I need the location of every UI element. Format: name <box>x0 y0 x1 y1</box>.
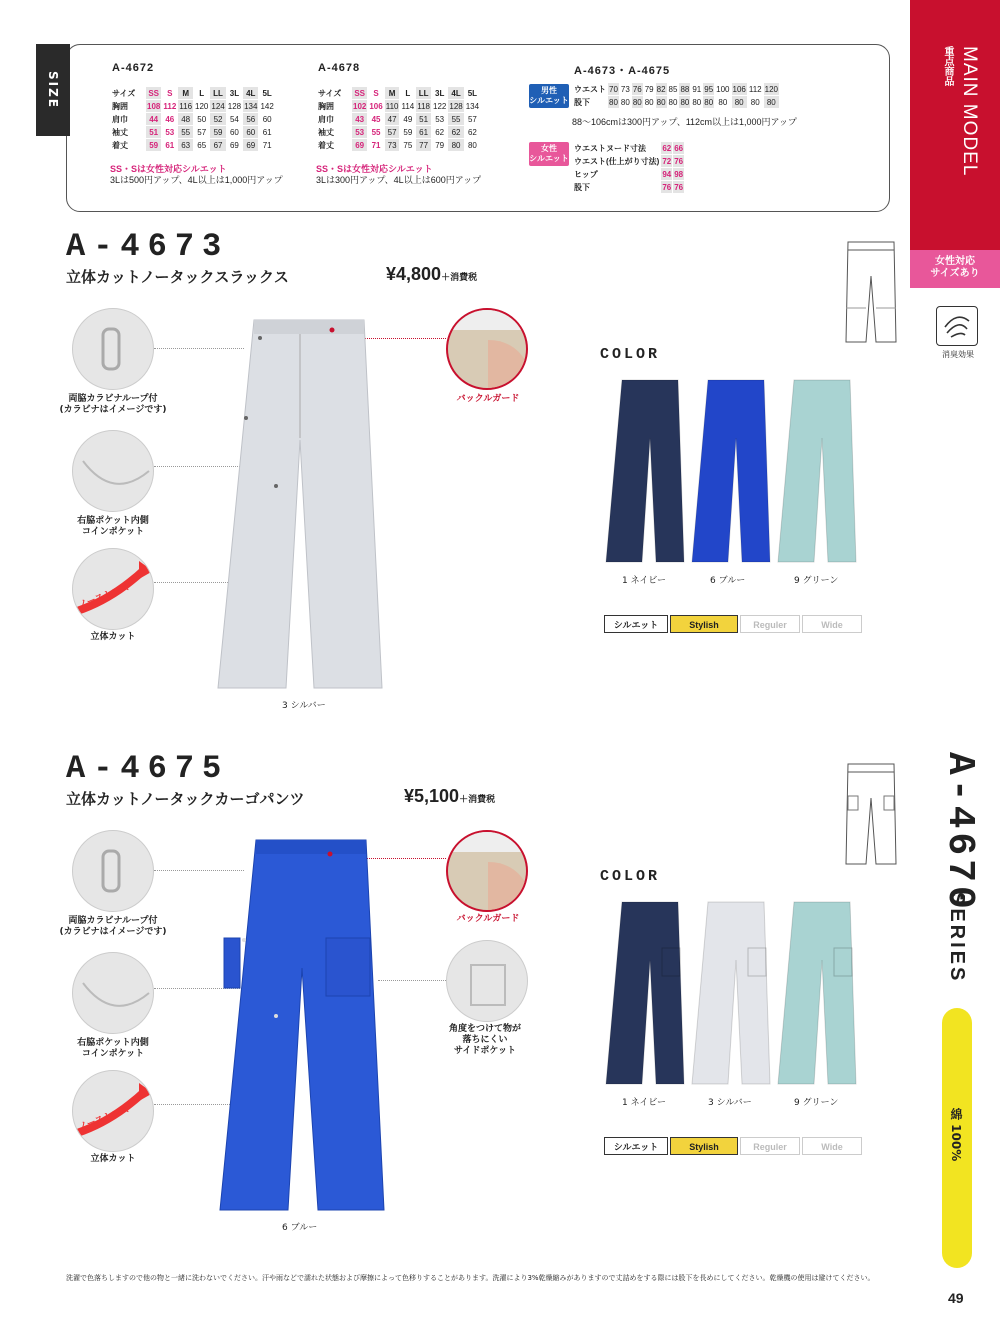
table-cell: 53 <box>352 126 367 138</box>
table-cell: 76 <box>632 84 642 94</box>
table-title-a4673-a4675: A-4673・A-4675 <box>574 65 671 77</box>
table-cell: 80 <box>632 97 642 107</box>
row-header: ヒップ <box>574 169 598 179</box>
color-swatch-pants <box>606 902 684 1084</box>
size-note-a4678: SS・Sは女性対応シルエット 3Lは300円アップ、4L以上は600円アップ <box>316 164 482 185</box>
color-name: 9 グリーン <box>794 576 839 586</box>
row-header: 胸囲 <box>112 101 128 111</box>
color-heading: COLOR <box>600 868 661 885</box>
detail-photo-side-pocket <box>446 940 528 1022</box>
color-swatch-pants <box>778 380 856 562</box>
table-cell: 80 <box>656 97 666 107</box>
feature-label-buckle-guard: バックルガード <box>456 914 520 924</box>
series-title: A-4670 SERIES <box>938 752 981 984</box>
feature-label: 両脇カラビナループ付 (カラビナはイメージです) <box>59 394 167 415</box>
table-cell: 110 <box>385 101 399 111</box>
color-heading: COLOR <box>600 346 661 363</box>
table-cell: 95 <box>704 84 714 94</box>
main-product-photo <box>218 838 388 1220</box>
row-header: 胸囲 <box>318 101 334 111</box>
silhouette-label: シルエット <box>604 1137 668 1155</box>
feature-label-buckle-guard: バックルガード <box>456 394 520 404</box>
table-cell: 54 <box>229 114 239 124</box>
table-cell: 79 <box>435 140 445 150</box>
table-cell: 80 <box>692 97 702 107</box>
table-cell: 112 <box>163 101 177 111</box>
row-header: ウエストヌード寸法 <box>574 143 646 153</box>
table-cell: 80 <box>732 96 747 108</box>
table-cell: 82 <box>656 84 666 94</box>
table-cell: 106 <box>369 101 383 111</box>
table-cell: 80 <box>644 97 654 107</box>
table-cell: 70 <box>609 84 618 94</box>
row-header: サイズ <box>318 88 342 98</box>
table-cell: 98 <box>674 169 684 179</box>
table-cell: 88 <box>680 84 690 94</box>
table-cell: 67 <box>210 139 225 151</box>
table-cell: 134 <box>244 101 258 111</box>
table-cell: 124 <box>211 101 225 111</box>
table-cell: 80 <box>620 97 630 107</box>
table-cell: 108 <box>147 101 161 111</box>
table-cell: 128 <box>449 101 463 111</box>
table-cell: 61 <box>416 126 431 138</box>
row-header: 肩巾 <box>318 114 334 124</box>
table-cell: 80 <box>718 97 728 107</box>
silhouette-stylish: Stylish <box>670 1137 738 1155</box>
table-cell: M <box>385 87 400 99</box>
table-cell: 75 <box>403 140 413 150</box>
table-cell: 62 <box>467 127 477 137</box>
row-header: サイズ <box>112 88 136 98</box>
row-header: 袖丈 <box>318 127 334 137</box>
color-name: 1 ネイビー <box>622 576 667 586</box>
table-cell: 55 <box>448 113 463 125</box>
silhouette-regular: Reguler <box>740 615 800 633</box>
color-swatch-pants <box>778 902 856 1084</box>
table-title-a4678: A-4678 <box>318 62 361 74</box>
color-variants <box>600 900 870 1090</box>
table-cell: S <box>373 88 379 98</box>
table-cell: 122 <box>433 101 447 111</box>
table-cell: 80 <box>750 97 760 107</box>
table-cell: 60 <box>229 127 239 137</box>
feature-label: 両脇カラビナループ付 (カラビナはイメージです) <box>59 916 167 937</box>
table-cell: 48 <box>178 113 193 125</box>
feature-label: 角度をつけて物が 落ちにくい サイドポケット <box>448 1024 521 1056</box>
table-cell: 80 <box>704 97 714 107</box>
table-cell: 65 <box>197 140 207 150</box>
color-name: 3 シルバー <box>708 1098 752 1108</box>
main-color-label: 6 ブルー <box>282 1223 318 1233</box>
table-cell: 45 <box>371 114 381 124</box>
care-note: 洗濯で色落ちしますので他の物と一緒に洗わないでください。汗や雨などで濡れた状態および摩擦によって色移りすることがあります。洗濯により3%乾燥縮みがありますので丈詰めをする際には股下を長めにしてください。乾燥機の使用は避けてください。 <box>66 1274 875 1282</box>
feature-label: 立体カット <box>90 1154 136 1164</box>
table-cell: 69 <box>352 139 367 151</box>
table-cell: 72 <box>662 156 672 166</box>
table-cell: S <box>167 88 173 98</box>
detail-photo-coin-pocket <box>72 430 154 512</box>
women-size-badge: 女性対応 サイズあり <box>910 250 1000 288</box>
table-title-a4672: A-4672 <box>112 62 155 74</box>
table-cell: 80 <box>609 97 618 107</box>
table-cell: SS <box>146 87 161 99</box>
table-cell: 69 <box>229 140 239 150</box>
color-variants <box>600 378 870 568</box>
size-table-men <box>572 82 780 109</box>
table-cell: 71 <box>262 140 272 150</box>
row-header: ウエスト(仕上がり寸法) <box>574 156 660 166</box>
table-cell: LL <box>416 87 431 99</box>
table-cell: 128 <box>227 101 242 111</box>
detail-photo-carabiner-loop <box>72 830 154 912</box>
table-cell: 118 <box>417 101 431 111</box>
table-cell: 56 <box>243 113 258 125</box>
detail-photo-coin-pocket <box>72 952 154 1034</box>
table-cell: 116 <box>179 101 193 111</box>
technical-drawing <box>842 760 900 872</box>
table-cell: 3L <box>435 88 445 98</box>
detail-photo-buckle-guard <box>446 308 528 390</box>
table-cell: 3L <box>229 88 240 98</box>
men-silhouette-badge: 男性 シルエット <box>529 84 569 108</box>
table-cell: 66 <box>674 143 684 153</box>
material-badge: 綿 100% <box>942 1008 972 1268</box>
product-code: A-4673 <box>66 228 230 265</box>
row-header: 股下 <box>574 97 590 107</box>
silhouette-stylish: Stylish <box>670 615 738 633</box>
table-cell: 120 <box>764 84 778 94</box>
size-note-men: 88～106cmは300円アップ、112cm以上は1,000円アップ <box>572 117 797 127</box>
table-cell: 59 <box>146 139 161 151</box>
table-cell: 51 <box>416 113 431 125</box>
row-header: 着丈 <box>318 140 334 150</box>
table-cell: 102 <box>353 101 367 111</box>
table-cell: 94 <box>662 169 672 179</box>
table-cell: 60 <box>262 114 272 124</box>
product-price: ¥5,100＋消費税 <box>404 786 496 806</box>
table-cell: 73 <box>620 84 630 94</box>
table-cell: 57 <box>467 114 477 124</box>
color-swatch-pants <box>692 380 770 562</box>
table-cell: 57 <box>197 127 207 137</box>
table-cell: 57 <box>385 126 400 138</box>
silhouette-wide: Wide <box>802 615 862 633</box>
table-cell: 53 <box>435 114 445 124</box>
color-name: 1 ネイビー <box>622 1098 667 1108</box>
detail-photo-carabiner-loop <box>72 308 154 390</box>
table-cell: 80 <box>680 97 690 107</box>
table-cell: 69 <box>243 139 258 151</box>
silhouette-bar <box>604 1137 864 1155</box>
table-cell: 61 <box>165 140 175 150</box>
table-cell: 91 <box>692 84 702 94</box>
women-silhouette-badge: 女性 シルエット <box>529 142 569 166</box>
size-note-a4672: SS・Sは女性対応シルエット 3Lは500円アップ、4L以上は1,000円アップ <box>110 164 283 185</box>
product-code: A-4675 <box>66 750 230 787</box>
table-cell: LL <box>210 87 225 99</box>
table-cell: 80 <box>467 140 477 150</box>
table-cell: 59 <box>210 126 225 138</box>
table-cell: 62 <box>448 126 463 138</box>
silhouette-wide: Wide <box>802 1137 862 1155</box>
leader-line <box>378 980 446 981</box>
table-cell: L <box>199 88 205 98</box>
table-cell: 63 <box>178 139 193 151</box>
table-cell: 76 <box>674 182 684 192</box>
table-cell: 80 <box>764 96 779 108</box>
table-cell: 43 <box>352 113 367 125</box>
table-cell: 134 <box>465 101 480 111</box>
main-color-label: 3 シルバー <box>282 701 326 711</box>
table-cell: 60 <box>243 126 258 138</box>
table-cell: 85 <box>668 84 678 94</box>
table-cell: 71 <box>371 140 381 150</box>
technical-drawing <box>842 238 900 350</box>
table-cell: 73 <box>385 139 400 151</box>
table-cell: 120 <box>195 101 209 111</box>
table-cell: 112 <box>748 84 762 94</box>
table-cell: 142 <box>260 101 274 111</box>
table-cell: 47 <box>385 113 400 125</box>
table-cell: 55 <box>178 126 193 138</box>
table-cell: 62 <box>435 127 445 137</box>
color-name: 9 グリーン <box>794 1098 839 1108</box>
table-cell: 44 <box>146 113 161 125</box>
table-cell: 4L <box>448 87 463 99</box>
size-table-a4672 <box>110 86 276 152</box>
table-cell: 62 <box>662 143 672 153</box>
silhouette-regular: Reguler <box>740 1137 800 1155</box>
product-name: 立体カットノータックスラックス <box>66 268 289 286</box>
table-cell: 106 <box>732 84 746 94</box>
table-cell: 51 <box>146 126 161 138</box>
detail-photo-3d-cut: ノーストレス <box>72 548 154 630</box>
table-cell: 100 <box>716 84 730 94</box>
product-price: ¥4,800＋消費税 <box>386 264 478 284</box>
table-cell: 4L <box>243 87 258 99</box>
table-cell: 59 <box>403 127 413 137</box>
table-cell: 76 <box>662 182 672 192</box>
row-header: 肩巾 <box>112 114 128 124</box>
feature-label: 右脇ポケット内側 コインポケット <box>77 1038 149 1059</box>
main-model-banner: MAIN MODEL 重点商品 <box>910 0 1000 250</box>
row-header: 着丈 <box>112 140 128 150</box>
deodorant-icon <box>936 306 978 346</box>
table-cell: 76 <box>674 156 684 166</box>
row-header: 股下 <box>574 182 590 192</box>
table-cell: 5L <box>467 88 478 98</box>
size-table-a4678 <box>316 86 481 152</box>
color-swatch-pants <box>692 902 770 1084</box>
table-cell: SS <box>352 87 367 99</box>
deodorant-label: 消臭効果 <box>942 350 974 359</box>
table-cell: L <box>405 88 411 98</box>
table-cell: 61 <box>262 127 272 137</box>
detail-photo-3d-cut: ノーストレス <box>72 1070 154 1152</box>
row-header: ウエスト <box>574 84 606 94</box>
table-cell: 5L <box>262 88 272 98</box>
table-cell: 49 <box>403 114 413 124</box>
table-cell: 80 <box>668 97 678 107</box>
color-swatch-pants <box>606 380 684 562</box>
size-table-women <box>572 141 685 194</box>
table-cell: 80 <box>448 139 463 151</box>
silhouette-label: シルエット <box>604 615 668 633</box>
table-cell: 50 <box>197 114 207 124</box>
table-cell: 79 <box>644 84 654 94</box>
feature-label: 右脇ポケット内側 コインポケット <box>77 516 149 537</box>
table-cell: M <box>178 87 193 99</box>
silhouette-bar <box>604 615 864 633</box>
row-header: 袖丈 <box>112 127 128 137</box>
feature-label: 立体カット <box>90 632 136 642</box>
table-cell: 46 <box>165 114 175 124</box>
detail-photo-buckle-guard <box>446 830 528 912</box>
table-cell: 52 <box>210 113 225 125</box>
table-cell: 55 <box>371 127 381 137</box>
table-cell: 114 <box>401 101 415 111</box>
main-product-photo <box>214 318 384 698</box>
page-number: 49 <box>948 1290 964 1306</box>
color-name: 6 ブルー <box>710 576 746 586</box>
table-cell: 77 <box>416 139 431 151</box>
product-name: 立体カットノータックカーゴパンツ <box>66 790 305 808</box>
size-tab: SIZE <box>36 44 70 136</box>
table-cell: 53 <box>165 127 175 137</box>
